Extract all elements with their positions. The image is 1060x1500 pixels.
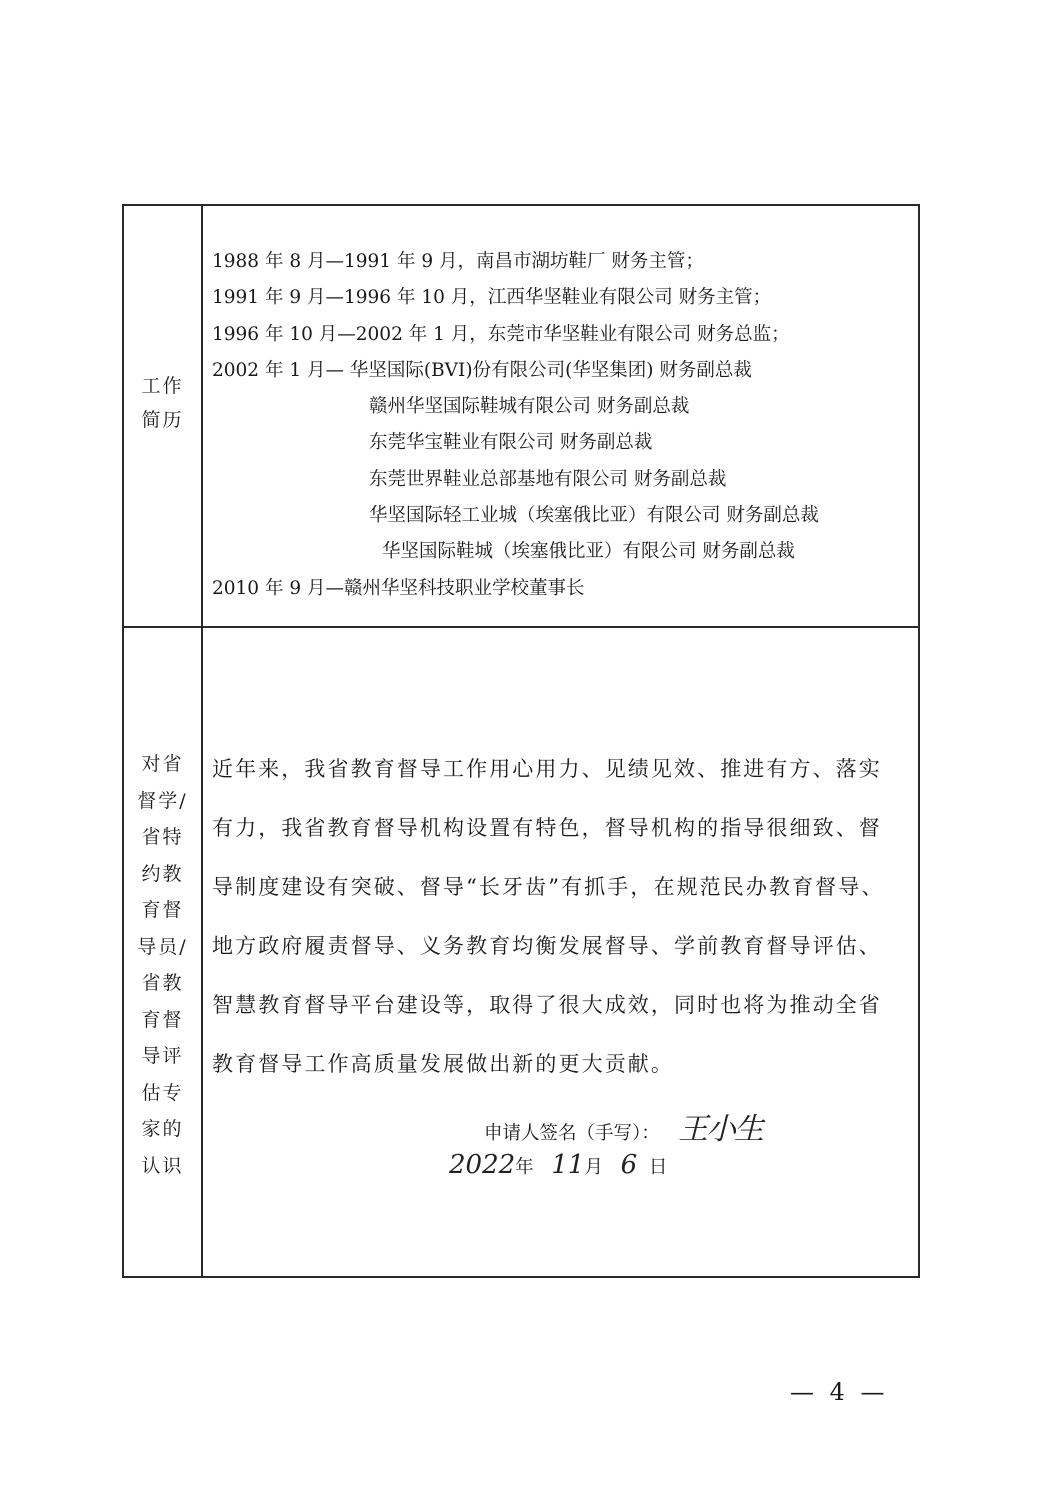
signature-date: 2022年 11月 6 日 — [449, 1150, 668, 1180]
work-entry: 1996 年 10 月—2002 年 1 月，东莞市华坚鞋业有限公司 财务总监； — [212, 323, 790, 345]
opinion-label: 对省 督学/ 省特 约教 育督 导员/ 省教 育督 导评 估专 家的 认识 — [137, 753, 188, 1177]
opinion-line: 导制度建设有突破、督导“长牙齿”有抓手，在规范民办教育督导、 — [212, 875, 885, 899]
opinion-line: 有力，我省教育督导机构设置有特色，督导机构的指导很细致、督 — [212, 816, 882, 840]
work-entry: 1988 年 8 月—1991 年 9 月，南昌市湖坊鞋厂 财务主管； — [212, 251, 704, 272]
work-entry: 赣州华坚国际鞋城有限公司 财务副总裁 — [369, 396, 690, 418]
work-entry: 东莞华宝鞋业有限公司 财务副总裁 — [369, 432, 653, 454]
work-entry: 2002 年 1 月— 华坚国际(BVI)份有限公司(华坚集团) 财务副总裁 — [212, 359, 752, 381]
work-entry: 华坚国际鞋城（埃塞俄比亚）有限公司 财务副总裁 — [382, 541, 795, 563]
page-number: — 4 — — [790, 1378, 889, 1406]
work-entry: 1991 年 9 月—1996 年 10 月，江西华坚鞋业有限公司 财务主管； — [212, 287, 772, 309]
work-entry: 2010 年 9 月—赣州华坚科技职业学校董事长 — [212, 577, 585, 599]
date-day: 6 — [620, 1150, 638, 1180]
opinion-line: 教育督导工作高质量发展做出新的更大贡献。 — [212, 1052, 674, 1076]
work-entry: 华坚国际轻工业城（埃塞俄比亚）有限公司 财务副总裁 — [369, 505, 819, 527]
row-divider — [124, 626, 918, 628]
opinion-line: 地方政府履责督导、义务教育均衡发展督导、学前教育督导评估、 — [212, 934, 882, 958]
work-history-label: 工作 简历 — [141, 375, 184, 431]
opinion-paragraph — [212, 740, 912, 1094]
work-entry: 东莞世界鞋业总部基地有限公司 财务副总裁 — [369, 468, 727, 490]
date-year: 2022 — [449, 1150, 516, 1180]
application-form-table — [122, 204, 920, 1278]
opinion-line: 近年来，我省教育督导工作用心用力、见绩见效、推进有方、落实 — [212, 757, 882, 781]
handwritten-signature: 王小生 — [678, 1112, 762, 1147]
opinion-line: 智慧教育督导平台建设等，取得了很大成效，同时也将为推动全省 — [212, 993, 882, 1017]
signature-label: 申请人签名（手写）： — [484, 1123, 660, 1144]
date-month: 11 — [551, 1150, 585, 1180]
work-history-entries — [212, 244, 912, 607]
column-divider — [201, 206, 203, 1276]
